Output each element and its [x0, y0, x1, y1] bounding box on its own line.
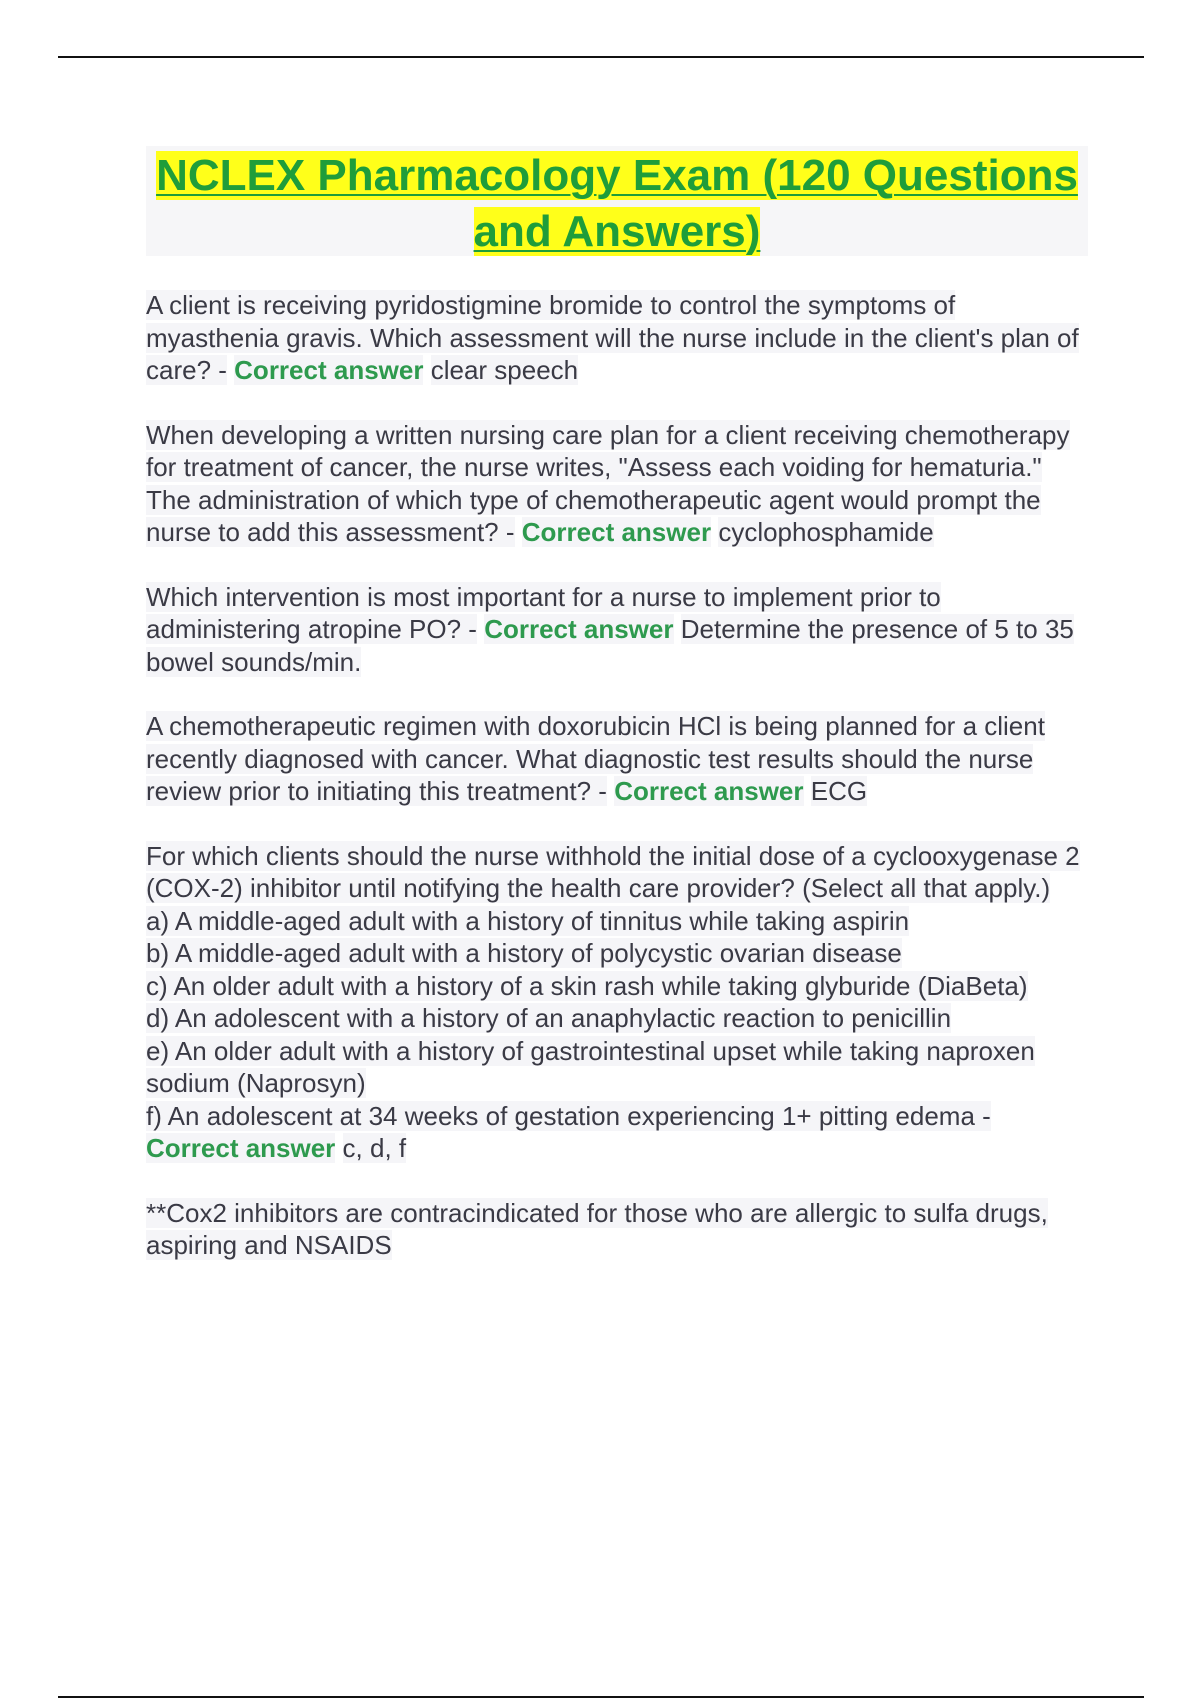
qa-item-multi — [146, 840, 1086, 1165]
qa-text — [146, 419, 1086, 549]
qa-item — [146, 419, 1086, 549]
option-b — [146, 937, 1086, 970]
option-text: a) A middle-aged adult with a history of tinnitus while taking aspirin — [146, 905, 910, 936]
answer-text: clear speech — [430, 355, 579, 385]
qa-item — [146, 581, 1086, 679]
multi-question-text — [146, 840, 1086, 905]
question-text: A client is receiving pyridostigmine bromide to control the symptoms of myasthenia gravis. Which assessment will the nurse include in the client's plan of care? - — [146, 290, 1079, 385]
answer-text: cyclophosphamide — [718, 517, 934, 547]
option-text: b) A middle-aged adult with a history of polycystic ovarian disease — [146, 938, 902, 968]
option-text: e) An older adult with a history of gastrointestinal upset while taking naproxen sodium (Naprosyn) — [146, 1035, 1035, 1098]
answer-text: c, d, f — [342, 1133, 407, 1163]
option-a — [146, 905, 1086, 938]
question-text: Which intervention is most important for a nurse to implement prior to administering atropine PO? - — [146, 581, 941, 644]
title-block — [146, 146, 1088, 256]
note-text-wrap — [146, 1197, 1086, 1262]
question-text: When developing a written nursing care plan for a client receiving chemotherapy for treatment of cancer, the nurse writes, "Assess each voiding for hematuria." The administration of which type of chemotherapeutic agent would prompt the nurse to add this assessment? - — [146, 419, 1070, 547]
question-text: A chemotherapeutic regimen with doxorubicin HCl is being planned for a client recently diagnosed with cancer. What diagnostic test results should the nurse review prior to initiating this treatment? - — [146, 711, 1045, 806]
correct-answer-label: Correct answer — [484, 614, 674, 644]
document-title-text: NCLEX Pharmacology Exam (120 Questions and Answers) — [156, 151, 1078, 256]
qa-text — [146, 289, 1086, 387]
option-e — [146, 1035, 1086, 1100]
option-text: c) An older adult with a history of a skin rash while taking glyburide (DiaBeta) — [146, 970, 1028, 1001]
bottom-rule — [58, 1696, 1144, 1698]
answer-text: ECG — [810, 776, 868, 806]
option-c — [146, 970, 1086, 1003]
qa-item — [146, 289, 1086, 387]
option-text: f) An adolescent at 34 weeks of gestation experiencing 1+ pitting edema - — [146, 1100, 991, 1131]
note-block — [146, 1197, 1086, 1262]
note-text: **Cox2 inhibitors are contracindicated for those who are allergic to sulfa drugs, aspiring and NSAIDS — [146, 1197, 1048, 1260]
document-body — [146, 289, 1086, 1294]
correct-answer-label: Correct answer — [614, 776, 804, 806]
answer-text: Determine the presence of 5 to 35 bowel sounds/min. — [146, 614, 1074, 677]
qa-text — [146, 710, 1086, 808]
top-rule — [58, 56, 1144, 58]
option-text: d) An adolescent with a history of an anaphylactic reaction to penicillin — [146, 1003, 952, 1033]
question-text: For which clients should the nurse withhold the initial dose of a cyclooxygenase 2 (COX-2) inhibitor until notifying the health care provider? (Select all that apply.) — [146, 840, 1080, 903]
correct-answer-label: Correct answer — [146, 1133, 336, 1163]
correct-answer-label: Correct answer — [521, 517, 712, 547]
option-d — [146, 1002, 1086, 1035]
qa-text — [146, 581, 1086, 679]
correct-answer-label: Correct answer — [234, 355, 424, 385]
qa-item — [146, 710, 1086, 808]
document-title — [146, 146, 1088, 260]
option-f — [146, 1100, 1086, 1165]
